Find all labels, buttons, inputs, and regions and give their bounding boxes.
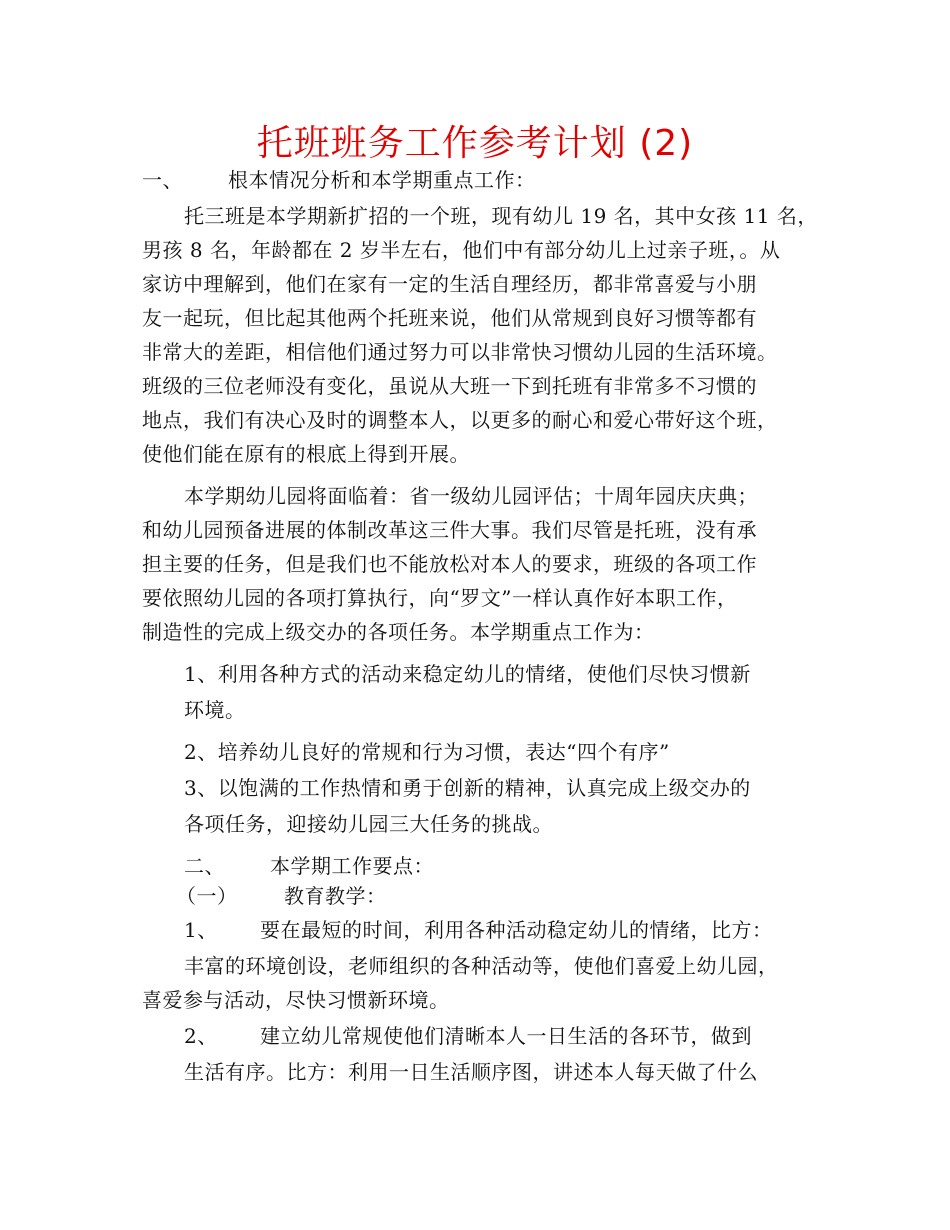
item2-first-line bbox=[184, 1022, 752, 1050]
para1-line: 非常大的差距，相信他们通过努力可以非常快习惯幼儿园的生活环境。 bbox=[142, 340, 778, 364]
focus-item-2: 2、培养幼儿良好的常规和行为习惯，表达“四个有序” bbox=[184, 740, 670, 764]
item2-line: 生活有序。比方：利用一日生活顺序图，讲述本人每天做了什么 bbox=[184, 1060, 758, 1084]
section2-marker: 二、 bbox=[184, 854, 225, 878]
para2-line: 本学期幼儿园将面临着：省一级幼儿园评估；十周年园庆庆典； bbox=[184, 484, 758, 508]
section1-heading-text: 根本情况分析和本学期重点工作： bbox=[228, 168, 536, 192]
item1-first-line bbox=[184, 916, 773, 944]
section2-heading-text: 本学期工作要点： bbox=[270, 854, 434, 878]
para1-line: 使他们能在原有的根底上得到开展。 bbox=[142, 442, 470, 466]
item1-line: 要在最短的时间，利用各种活动稳定幼儿的情绪，比方： bbox=[260, 918, 773, 942]
subsection1-heading-text: 教育教学： bbox=[284, 884, 387, 908]
para1-line: 男孩 8 名，年龄都在 2 岁半左右，他们中有部分幼儿上过亲子班，。从 bbox=[142, 238, 781, 262]
para1-line: 家访中理解到，他们在家有一定的生活自理经历，都非常喜爱与小朋 bbox=[142, 272, 757, 296]
para1-line: 地点，我们有决心及时的调整本人，以更多的耐心和爱心带好这个班， bbox=[142, 408, 778, 432]
para1-line: 托三班是本学期新扩招的一个班，现有幼儿 19 名，其中女孩 11 名， bbox=[184, 204, 818, 228]
para2-line: 制造性的完成上级交办的各项任务。本学期重点工作为： bbox=[142, 620, 655, 644]
subsection1-marker: （一） bbox=[176, 884, 238, 908]
item2-line: 建立幼儿常规使他们清晰本人一日生活的各环节，做到 bbox=[260, 1024, 752, 1048]
para1-line: 友一起玩，但比起其他两个托班来说，他们从常规到良好习惯等都有 bbox=[142, 306, 757, 330]
section1-heading bbox=[142, 166, 536, 194]
section2-heading bbox=[184, 852, 434, 880]
focus-item-3-cont: 各项任务，迎接幼儿园三大任务的挑战。 bbox=[184, 812, 553, 836]
focus-item-1-cont: 环境。 bbox=[184, 698, 246, 722]
para2-line: 和幼儿园预备进展的体制改革这三件大事。我们尽管是托班，没有承 bbox=[142, 518, 757, 542]
section1-marker: 一、 bbox=[142, 168, 183, 192]
para1-line: 班级的三位老师没有变化，虽说从大班一下到托班有非常多不习惯的 bbox=[142, 374, 757, 398]
subsection1-heading bbox=[176, 882, 387, 910]
item1-marker: 1、 bbox=[184, 918, 218, 942]
para2-line: 担主要的任务，但是我们也不能放松对本人的要求，班级的各项工作 bbox=[142, 552, 757, 576]
item2-marker: 2、 bbox=[184, 1024, 218, 1048]
focus-item-1: 1、利用各种方式的活动来稳定幼儿的情绪，使他们尽快习惯新 bbox=[184, 662, 751, 686]
item1-line: 丰富的环境创设，老师组织的各种活动等，使他们喜爱上幼儿园， bbox=[184, 954, 779, 978]
para2-line: 要依照幼儿园的各项打算执行，向“罗文”一样认真作好本职工作， bbox=[142, 586, 738, 610]
document-title: 托班班务工作参考计划 (2) bbox=[256, 123, 694, 164]
item1-line: 喜爱参与活动，尽快习惯新环境。 bbox=[142, 988, 450, 1012]
focus-item-3: 3、以饱满的工作热情和勇于创新的精神，认真完成上级交办的 bbox=[184, 776, 751, 800]
